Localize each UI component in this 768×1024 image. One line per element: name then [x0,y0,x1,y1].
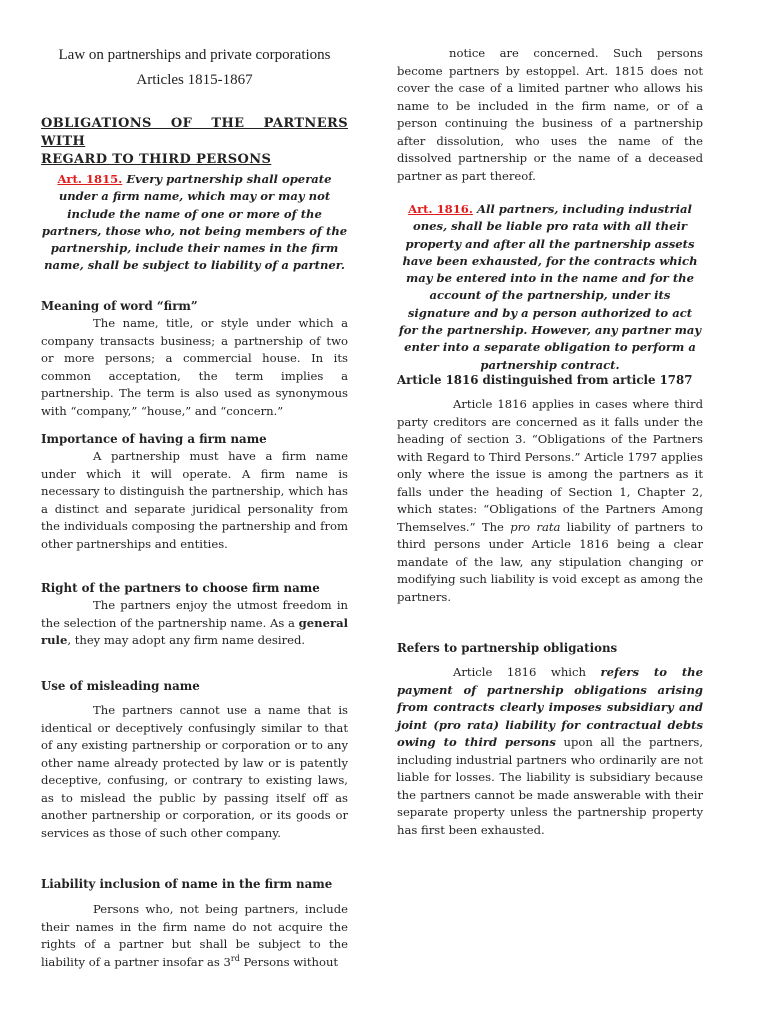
section-liability-inclusion [41,876,348,971]
refers-text-b: upon all the partners, including industrial partners who ordinarily are not liable for losses. The liability is subsidiary because the partners cannot be made answerable with their separate property unless the partnership property has first been exhausted. [397,735,704,837]
document-subtitle: Articles 1815-1867 [136,72,253,88]
section-body-choose-name [41,597,348,650]
art-1816-text: All partners, including industrial ones, shall be liable pro rata with all their property and after all the partnership assets have been exhausted, for the contracts which may be entered into in the name and for the account of the partnership, under its signature and by a person authorized to act for the partnership. However, any partner may enter into a separate obligation to perform a partnership contract. [398,202,702,372]
section-heading-firm-importance: Importance of having a firm name [41,432,267,446]
main-heading-line1: OBLIGATIONS OF THE PARTNERS WITH [41,116,348,149]
section-misleading [41,678,348,842]
section-heading-distinguished: Article 1816 distinguished from article 1787 [397,373,693,387]
liability-text-a: Persons who, not being partners, include their names in the firm name do not acquire the rights of a partner but shall be subject to the liability of a partner insofar as 3 [41,902,348,969]
section-heading-misleading: Use of misleading name [41,679,200,693]
main-heading-line2: REGARD TO THIRD PERSONS [41,152,272,167]
choose-name-bold: general rule [41,615,348,647]
art-1816-rule [397,201,703,374]
main-heading [41,115,348,169]
refers-text-a: Article 1816 which [453,665,601,679]
section-body-firm-meaning: The name, title, or style under which a company transacts business; a partnership of two or more persons; a commercial house. In its common acceptation, the term implies a partnership. The term is also used as synonymous with “company,” “house,” and “concern.” [41,316,348,418]
liability-text-b: Persons without [239,954,339,969]
art-1815-rule [41,171,348,275]
refers-bold-italic: refers to the payment of partnership obligations arising from contracts clearly imposes subsidiary and joint (pro rata) liability for contractual debts owing to third persons [397,665,703,749]
section-heading-refers: Refers to partnership obligations [397,641,618,655]
choose-name-text-a: The partners enjoy the utmost freedom in the selection of the partnership name. As a [41,598,348,630]
distinguished-italic: pro rata [510,519,561,534]
continued-paragraph: notice are concerned. Such persons become partners by estoppel. Art. 1815 does not cover the case of a limited partner who allows his name to be included in the firm name, or of a person continuing the business of a partnership after dissolution, who uses the name of the dissolved partnership or the name of a deceased partner as part thereof. [397,46,703,183]
section-body-refers [397,664,703,839]
section-body-liability-inclusion [41,901,348,971]
document-title: Law on partnerships and private corporations [58,47,331,63]
section-body-misleading: The partners cannot use a name that is identical or deceptively confusingly similar to that of any existing partnership or corporation or to any other name already protected by law or is patently deceptive, confusing, or contrary to existing laws, as to mislead the public by passing itself off as another partnership or corporation, or its goods or services as those of such other company. [41,703,348,840]
section-distinguished [397,372,703,606]
section-heading-choose-name: Right of the partners to choose firm name [41,581,320,595]
section-firm-importance [41,431,348,553]
section-body-firm-importance: A partnership must have a firm name under which it will operate. A firm name is necessary to distinguish the partnership, which has a distinct and separate juridical personality from the individuals composing the partnership and from other partnerships and entities. [41,449,348,551]
distinguished-text-a: Article 1816 applies in cases where third party creditors are concerned as it falls under the heading of section 3. “Obligations of the Partners with Regard to Third Persons.” Article 1797 applies only where the issue is among the partners as it falls under the heading of Section 1, Chapter 2, which states: “Obligations of the Partners Among Themselves.” The [397,397,703,534]
art-1815-label: Art. 1815. [57,172,123,186]
section-heading-firm-meaning: Meaning of word “firm” [41,299,198,313]
distinguished-text-b: liability of partners to third persons under Article 1816 being a clear mandate of the law, any stipulation changing or modifying such liability is void except as among the partners. [397,519,703,604]
art-1815-text: Every partnership shall operate under a firm name, which may or may not include the name of one or more of the partners, those who, not being members of the partnership, include their names in the firm name, shall be subject to liability of a partner. [41,172,348,273]
section-choose-name [41,580,348,650]
liability-sup: rd [230,953,240,963]
choose-name-text-b: , they may adopt any firm name desired. [67,633,306,647]
section-firm-meaning [41,298,348,420]
section-body-distinguished [397,396,703,606]
section-refers [397,640,703,839]
art-1816-label: Art. 1816. [408,202,473,216]
section-heading-liability-inclusion: Liability inclusion of name in the firm name [41,877,333,891]
